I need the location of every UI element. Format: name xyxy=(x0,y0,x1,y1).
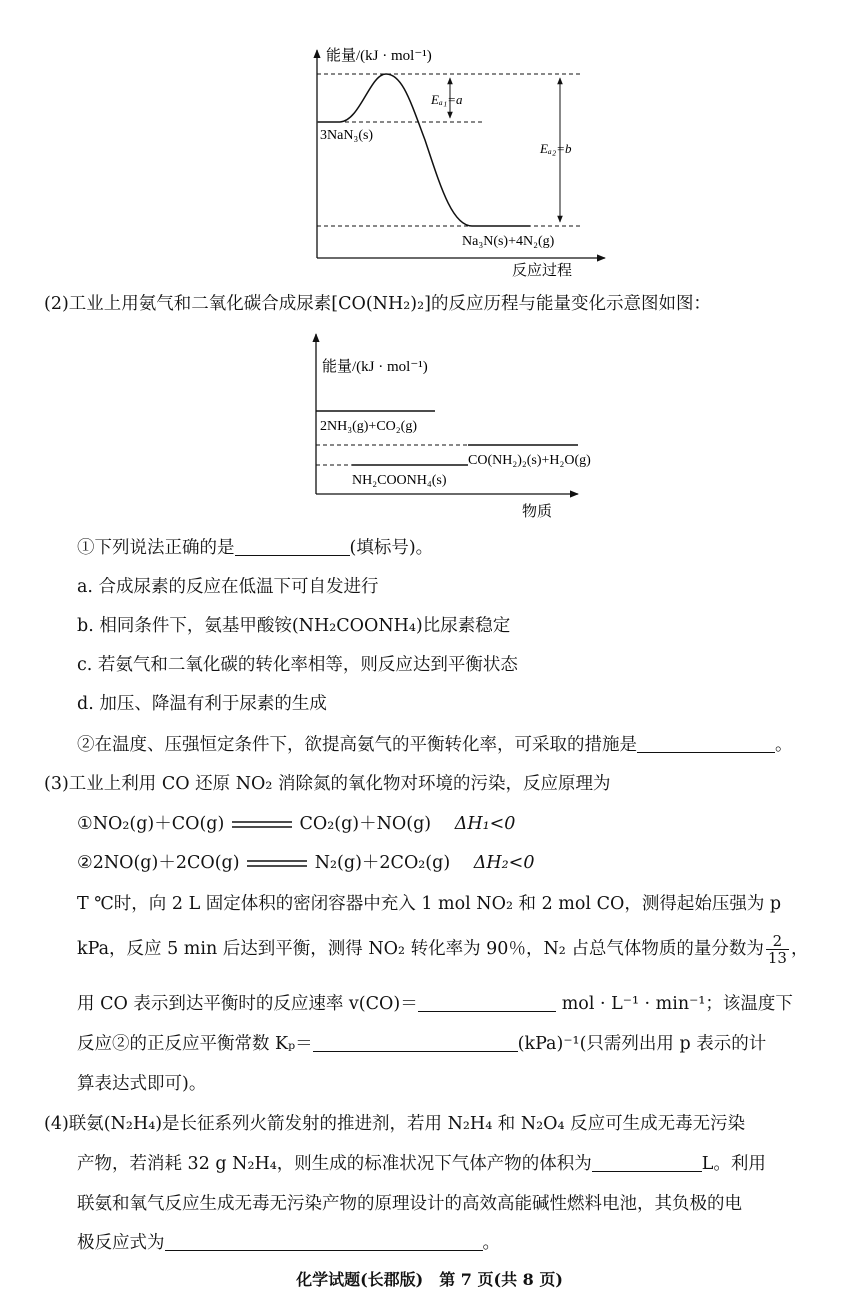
q4-line-4: 极反应式为 。 xyxy=(77,1233,500,1253)
q3-line-4: 反应②的正反应平衡常数 Kₚ＝ (kPa)⁻¹(只需列出用 p 表示的计 xyxy=(77,1034,767,1054)
q2-intro: (2)工业上用氨气和二氧化碳合成尿素[CO(NH₂)₂]的反应历程与能量变化示意图如图： xyxy=(44,294,711,314)
ea2-label: Eₐ₂=b xyxy=(540,141,572,156)
reactant-label: 3NaN₃(s) xyxy=(320,128,374,143)
level-top-label: 2NH₃(g)+CO₂(g) xyxy=(320,419,417,434)
product-label: Na₃N(s)+4N₂(g) xyxy=(462,234,555,249)
option-c: c. 若氨气和二氧化碳的转化率相等，则反应达到平衡状态 xyxy=(77,655,518,675)
answer-blank-2[interactable] xyxy=(637,734,775,753)
level-mid-label: CO(NH₂)₂(s)+H₂O(g) xyxy=(468,453,591,468)
reaction-2: ②2NO(g)＋2CO(g) N₂(g)＋2CO₂(g) ΔH₂<0 xyxy=(77,853,535,873)
option-b: b. 相同条件下，氨基甲酸铵(NH₂COONH₄)比尿素稳定 xyxy=(77,616,511,636)
y-axis-label: 能量/(kJ · mol⁻¹) xyxy=(326,48,432,64)
level-low-label: NH₂COONH₄(s) xyxy=(352,473,447,488)
ea1-label: Eₐ₁=a xyxy=(431,92,463,107)
x-axis-label: 物质 xyxy=(522,504,553,520)
q2-sub2: ②在温度、压强恒定条件下，欲提高氨气的平衡转化率，可采取的措施是 。 xyxy=(77,735,793,755)
y-axis-label: 能量/(kJ · mol⁻¹) xyxy=(322,359,428,375)
q2-sub1: ①下列说法正确的是 (填标号)。 xyxy=(77,538,434,558)
q3-line-5: 算表达式即可)。 xyxy=(77,1074,207,1094)
reaction-1: ①NO₂(g)＋CO(g) CO₂(g)＋NO(g) ΔH₁<0 xyxy=(77,814,516,834)
fraction-n2: $\frac{2}{13}$ xyxy=(767,932,787,967)
q3-line-3: 用 CO 表示到达平衡时的反应速率 v(CO)＝ mol · L⁻¹ · min⁻¹；该温度下 xyxy=(77,994,793,1014)
energy-diagram-1 xyxy=(0,0,859,282)
option-d: d. 加压、降温有利于尿素的生成 xyxy=(77,694,327,714)
x-axis-label: 反应过程 xyxy=(512,263,573,279)
q4-line-3: 联氨和氧气反应生成无毒无污染产物的原理设计的高效高能碱性燃料电池，其负极的电 xyxy=(77,1194,742,1214)
q3-line-1: T ℃时，向 2 L 固定体积的密闭容器中充入 1 mol NO₂ 和 2 mol CO，测得起始压强为 p xyxy=(77,894,782,914)
answer-blank-volume[interactable] xyxy=(592,1153,702,1172)
q4-line-1: (4)联氨(N₂H₄)是长征系列火箭发射的推进剂，若用 N₂H₄ 和 N₂O₄ 反应可生成无毒无污染 xyxy=(44,1114,746,1134)
option-a: a. 合成尿素的反应在低温下可自发进行 xyxy=(77,577,379,597)
answer-blank-electrode[interactable] xyxy=(165,1232,483,1251)
answer-blank-kp[interactable] xyxy=(313,1033,518,1052)
page-footer: 化学试题(长郡版) 第 7 页(共 8 页) xyxy=(296,1270,563,1289)
answer-blank-1[interactable] xyxy=(235,537,350,556)
energy-curve xyxy=(318,74,530,226)
answer-blank-rate[interactable] xyxy=(418,993,556,1012)
energy-diagram-2 xyxy=(0,325,859,525)
q3-intro: (3)工业上利用 CO 还原 NO₂ 消除氮的氧化物对环境的污染，反应原理为 xyxy=(44,774,611,794)
q4-line-2: 产物，若消耗 32 g N₂H₄，则生成的标准状况下气体产物的体积为 L。利用 xyxy=(77,1154,766,1174)
q3-line-2: kPa，反应 5 min 后达到平衡，测得 NO₂ 转化率为 90％，N₂ 占总气体物质的量分数为 $\frac{2}{13}$ ， xyxy=(77,932,809,967)
equilibrium-sign-2 xyxy=(246,858,308,870)
equilibrium-sign-1 xyxy=(231,819,293,831)
